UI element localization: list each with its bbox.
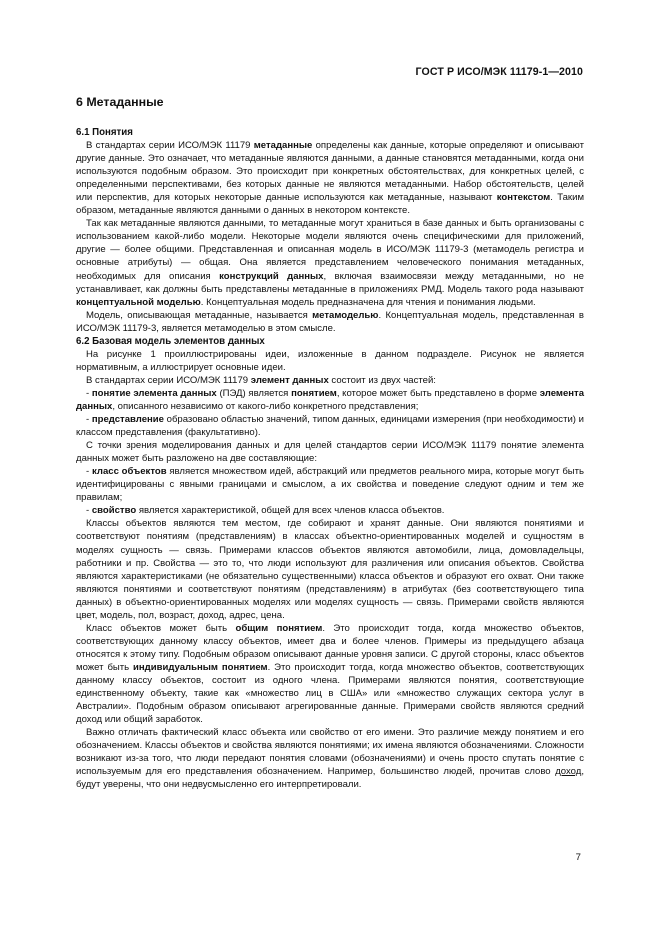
list-item-property: - свойство является характеристикой, общей для всех членов класса объектов. (86, 505, 445, 517)
list-item-dec: - понятие элемента данных (ПЭД) является понятием, которое может быть представлено в форме элемента данных, описанного независимо от какого-либо конкретного представления; (76, 387, 585, 412)
subsection-title-6-2: 6.2 Базовая модель элементов данных (76, 335, 265, 347)
term-data-constructs: конструкций данных (219, 270, 324, 282)
term-metamodel: метамоделью (312, 309, 379, 321)
page-number: 7 (575, 852, 581, 863)
list-item-object-class: - класс объектов является множеством идей, абстракций или предметов реального мира, которые могут быть идентифицированы с явными границами и смыслом, а их свойства и поведение следуют одним и тем же правилам; (76, 466, 584, 504)
term-data-element: элемент данных (250, 374, 329, 386)
paragraph-general-concept: Класс объектов может быть общим понятием. Это происходит тогда, когда множество объектов, соответствующих данному классу объектов, имеет два и более членов. Примеры из предыдущего абзаца относятся к этому типу. Подобным образом описывают данные уровня записи. С другой стороны, класс объектов может быть индивидуальным понятием. Это происходит тогда, когда множество объектов, соответствующих данному классу объектов, состоит из одного члена. Примерами являются понятия, соответствующие единственному объекту, такие как «множество лиц в США» или «множество служащих сектора услуг в Австралии». Подобным образом описывают агрегированные данные. Примерами свойств являются средний доход или общий заработок. (76, 622, 585, 726)
underlined-word: доход (555, 766, 582, 778)
paragraph-decomposition: С точки зрения моделирования данных и для целей стандартов серии ИСО/МЭК 11179 понятие элемента данных может быть разложено на две составляющие: (76, 440, 584, 465)
paragraph-metadata-definition: В стандартах серии ИСО/МЭК 11179 метаданные определены как данные, которые определяют и описывают другие данные. Это означает, что метаданные являются данными, а данные становятся метаданными, когда они используются подобным образом. Это происходит при конкретных обстоятельствах, для конкретных целей, с определенными перспективами, без которых данные не являются метаданными. Набор обстоятельств, целей или перспектив, для которых некоторые данные используются как метаданные, называют контекстом. Таким образом, метаданные являются данными о данных в некотором контексте. (76, 140, 585, 217)
paragraph-metadata-model: Так как метаданные являются данными, то метаданные могут храниться в базе данных и быть организованы с использованием какой-либо модели. Некоторые модели являются очень специфическими для приложений, другие — более общими. Представленная и описанная модель в ИСО/МЭК 11179-3 (метамодель регистра и основные атрибуты) — общая. Она является представлением человеческого понимания метаданных, необходимых для описания конструкций данных, включая взаимосвязи между метаданными, но не устанавливает, как должны быть представлены метаданные в приложениях РМД. Модель такого рода называют концептуальной моделью. Концептуальная модель предназначена для чтения и понимания людьми. (76, 218, 584, 308)
subsection-title-6-1: 6.1 Понятия (76, 127, 133, 138)
section-title: 6 Метаданные (76, 95, 164, 109)
term-conceptual-model: концептуальной моделью (76, 296, 201, 308)
paragraph-figure-ref: На рисунке 1 проиллюстрированы идеи, изложенные в данном подразделе. Рисунок не является нормативным, а иллюстрирует основные идеи. (76, 348, 584, 373)
document-header: ГОСТ Р ИСО/МЭК 11179-1—2010 (415, 66, 583, 78)
list-item-representation: - представление образовано областью значений, типом данных, единицами измерения (при необходимости) и классом представления (факультативно). (76, 414, 584, 439)
term-metadata: метаданные (253, 140, 313, 152)
term-context: контекстом (496, 192, 551, 204)
document-body (76, 126, 584, 791)
paragraph-concept-vs-name: Важно отличать фактический класс объекта или свойство от его имени. Это различие между понятием и его обозначением. Классы объектов и свойства являются понятиями; их имена являются обозначениями. Сложности возникают из-за того, что люди передают понятия словами (обозначениями) и очень просто спутать понятие с используемым для его представления обозначением. Например, большинство людей, прочитав слово доход, будут уверены, что они недвусмысленно его интерпретировали. (76, 727, 584, 791)
paragraph-metamodel: Модель, описывающая метаданные, называется метамоделью. Концептуальная модель, представленная в ИСО/МЭК 11179-3, является метамоделью в этом смысле. (76, 309, 584, 334)
paragraph-data-element: В стандартах серии ИСО/МЭК 11179 элемент данных состоит из двух частей: (86, 374, 436, 386)
paragraph-object-classes: Классы объектов являются тем местом, где собирают и хранят данные. Они являются понятиями и соответствуют понятиям (представлениям) в классах объектно-ориентированных моделей и сущностям в моделях сущность — связь. Примерами классов объектов являются автомобили, лица, домовладельцы, работники и пр. Свойства — это то, что люди используют для различения или описания объектов. Свойства являются характеристиками (не обязательно существенными) класса объектов и образуют его охват. Они также являются понятиями и соответствуют понятиям (представлениям) в атрибутах (без соответствующего типа данных) в объектно-ориентированных моделях или моделях сущность — связь. Примерами свойств являются цвет, модель, пол, возраст, доход, адрес, цена. (76, 518, 584, 621)
